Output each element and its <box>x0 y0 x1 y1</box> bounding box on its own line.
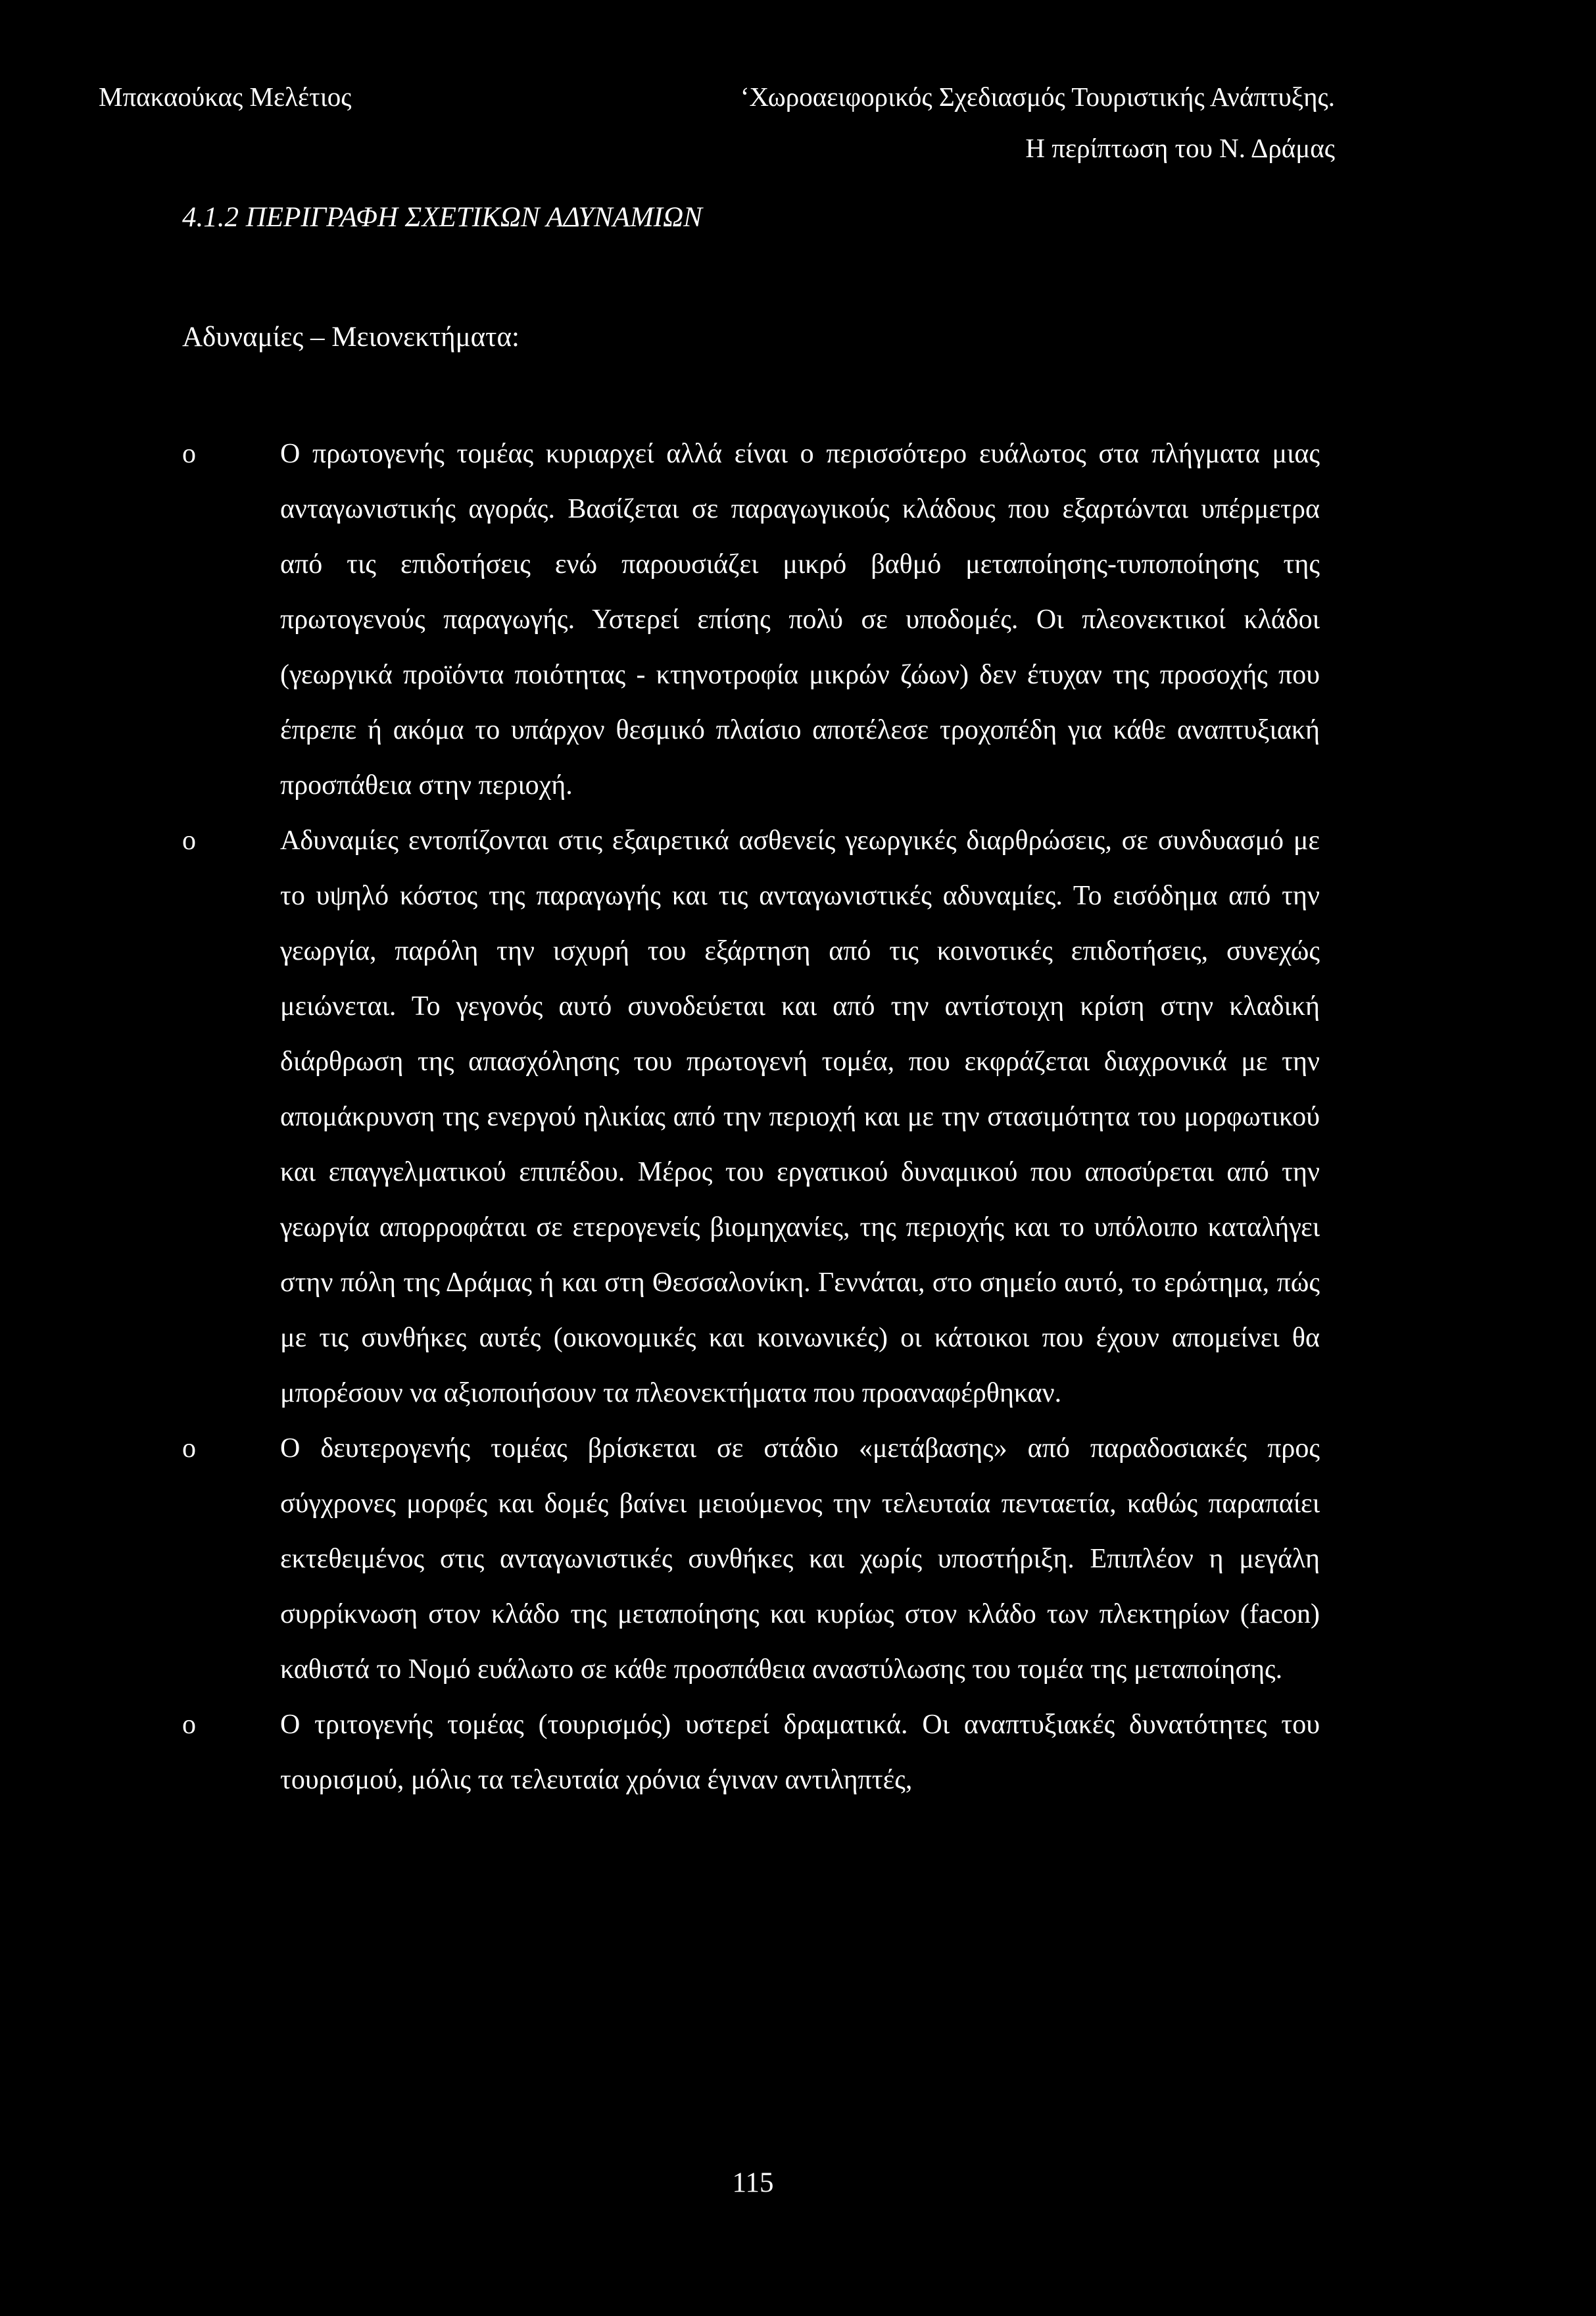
section-title: 4.1.2 ΠΕΡΙΓΡΑΦΗ ΣΧΕΤΙΚΩΝ ΑΔΥΝΑΜΙΩΝ <box>182 202 702 233</box>
bullet-text: Αδυναμίες εντοπίζονται στις εξαιρετικά ασθενείς γεωργικές διαρθρώσεις, σε συνδυασμό με το υψηλό κόστος της παραγωγής και τις ανταγωνιστικές αδυναμίες. Το εισόδημα από την γεωργία, παρόλη την ισχυρή του εξάρτηση από τις κοινοτικές επιδοτήσεις, συνεχώς μειώνεται. Το γεγονός αυτό συνοδεύεται και από την αντίστοιχη κρίση στην κλαδική διάρθρωση της απασχόλησης του πρωτογενή τομέα, που εκφράζεται διαχρονικά με την απομάκρυνση της ενεργού ηλικίας από την περιοχή και με την στασιμότητα του μορφωτικού και επαγγελματικού επιπέδου. Μέρος του εργατικού δυναμικού που αποσύρεται από την γεωργία απορροφάται σε ετερογενείς βιομηχανίες, της περιοχής και το υπόλοιπο καταλήγει στην πόλη της Δράμας ή και στη Θεσσαλονίκη. Γεννάται, στο σημείο αυτό, το ερώτημα, πώς με τις συνθήκες αυτές (οικονομικές και κοινωνικές) οι κάτοικοι που έχουν απομείνει θα μπορέσουν να αξιοποιήσουν τα πλεονεκτήματα που προαναφέρθηκαν. <box>280 825 1320 1408</box>
subheading: Αδυναμίες – Μειονεκτήματα: <box>182 322 520 353</box>
bullet-list <box>182 426 1320 1808</box>
bullet-text: Ο τριτογενής τομέας (τουρισμός) υστερεί δραματικά. Οι αναπτυξιακές δυνατότητες του τουρισμού, μόλις τα τελευταία χρόνια έγιναν αντιληπτές, <box>280 1710 1320 1795</box>
bullet-item <box>182 426 1320 813</box>
bullet-item <box>182 1421 1320 1697</box>
header-document-title <box>740 71 1335 174</box>
header-title-line-2: Η περίπτωση του Ν. Δράμας <box>1025 133 1335 163</box>
bullet-marker-icon: o <box>182 1710 196 1740</box>
bullet-text: Ο δευτερογενής τομέας βρίσκεται σε στάδιο «μετάβασης» από παραδοσιακές προς σύγχρονες μορφές και δομές βαίνει μειούμενος την τελευταία πενταετία, καθώς παραπαίει εκτεθειμένος στις ανταγωνιστικές συνθήκες και χωρίς υποστήριξη. Επιπλέον η μεγάλη συρρίκνωση στον κλάδο της μεταποίησης και κυρίως στον κλάδο των πλεκτηρίων (facon) καθιστά το Νομό ευάλωτο σε κάθε προσπάθεια αναστύλωσης του τομέα της μεταποίησης. <box>280 1433 1320 1685</box>
bullet-marker-icon: o <box>182 439 196 469</box>
bullet-item <box>182 813 1320 1421</box>
bullet-marker-icon: o <box>182 825 196 856</box>
header-author: Μπακαούκας Μελέτιος <box>99 82 352 112</box>
bullet-text: Ο πρωτογενής τομέας κυριαρχεί αλλά είναι ο περισσότερο ευάλωτος στα πλήγματα μιας ανταγωνιστικής αγοράς. Βασίζεται σε παραγωγικούς κλάδους που εξαρτώνται υπέρμετρα από τις επιδοτήσεις ενώ παρουσιάζει μικρό βαθμό μεταποίησης-τυποποίησης της πρωτογενούς παραγωγής. Υστερεί επίσης πολύ σε υποδομές. Οι πλεονεκτικοί κλάδοι (γεωργικά προϊόντα ποιότητας - κτηνοτροφία μικρών ζώων) δεν έτυχαν της προσοχής που έπρεπε ή ακόμα το υπάρχον θεσμικό πλαίσιο αποτέλεσε τροχοπέδη για κάθε αναπτυξιακή προσπάθεια στην περιοχή. <box>280 439 1320 801</box>
page-number: 115 <box>732 2167 774 2198</box>
bullet-marker-icon: o <box>182 1433 196 1464</box>
bullet-item <box>182 1697 1320 1808</box>
header-title-line-1: ‘Χωροαειφορικός Σχεδιασμός Τουριστικής Ανάπτυξης. <box>740 82 1335 112</box>
